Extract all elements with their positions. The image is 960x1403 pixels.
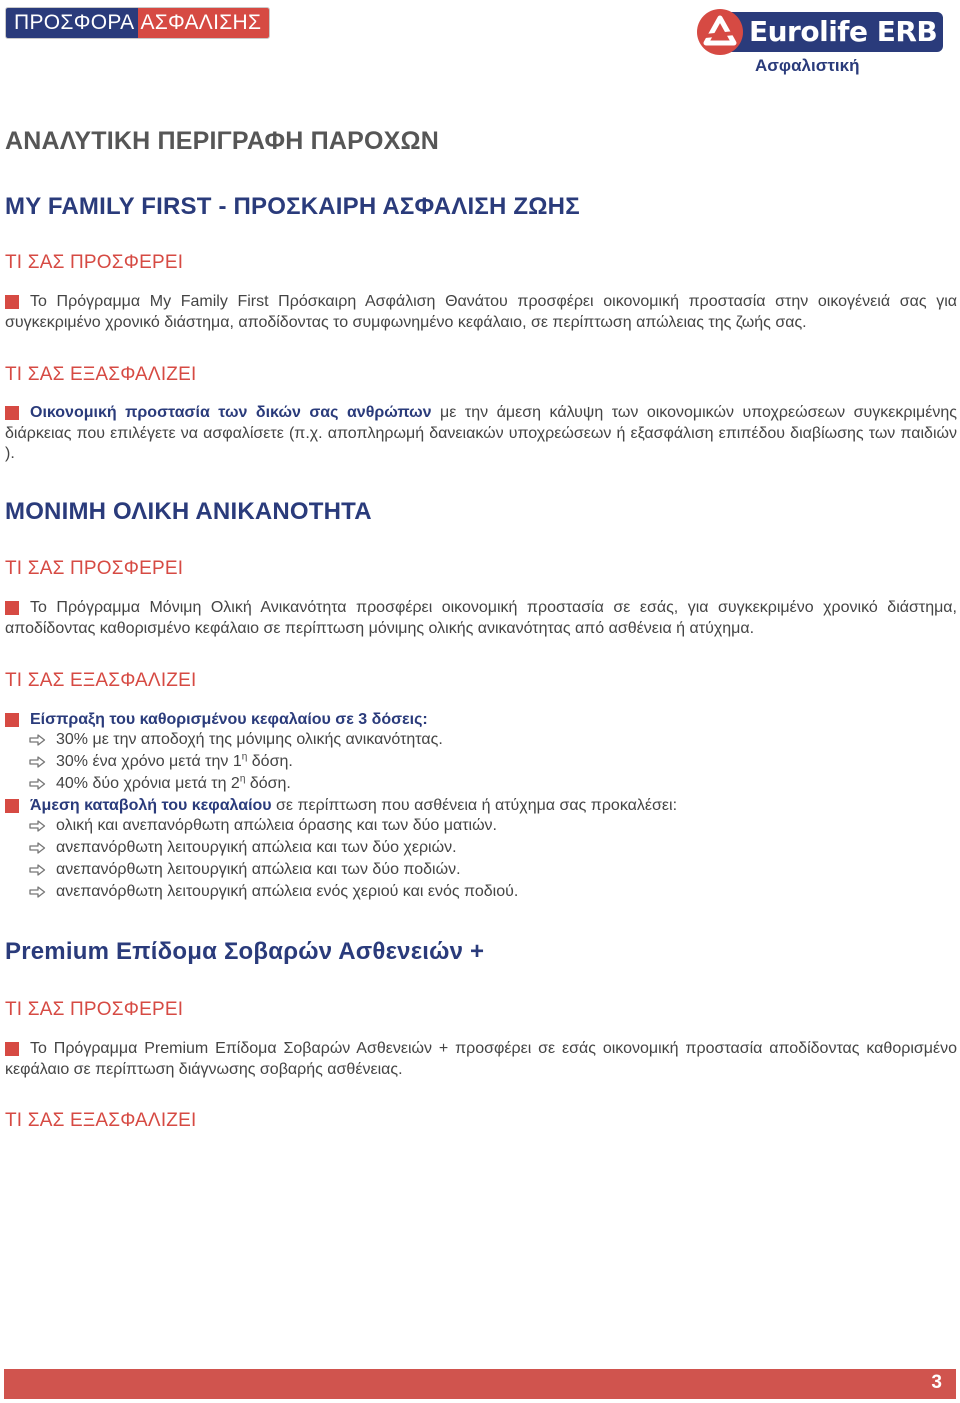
section-heading-my-family-first: MY FAMILY FIRST - ΠΡΟΣΚΑΙΡΗ ΑΣΦΑΛΙΣΗ ΖΩΗΣ <box>5 193 580 220</box>
list-item: 30% με την αποδοχή της μόνιμης ολικής ανικανότητας. <box>29 729 443 751</box>
outline-arrow-right-icon <box>29 820 46 832</box>
section3-ensures-label: ΤΙ ΣΑΣ ΕΞΑΣΦΑΛΙΖΕΙ <box>5 1110 197 1131</box>
logo-subtitle: Ασφαλιστική <box>755 56 860 75</box>
section-heading-premium-illness: Premium Επίδομα Σοβαρών Ασθενειών + <box>5 938 485 965</box>
section2-offers-paragraph <box>5 598 957 639</box>
red-square-bullet-icon <box>5 295 19 309</box>
offer-badge <box>5 7 270 39</box>
outline-arrow-right-icon <box>29 864 46 876</box>
red-square-bullet-icon <box>5 1042 19 1056</box>
section1-ensures-paragraph <box>5 403 957 465</box>
list-item: ανεπανόρθωτη λειτουργική απώλεια και των δύο χεριών. <box>29 837 518 859</box>
section1-offers-label: ΤΙ ΣΑΣ ΠΡΟΣΦΕΡΕΙ <box>5 252 184 273</box>
outline-arrow-right-icon <box>29 734 46 746</box>
red-square-bullet-icon <box>5 799 19 813</box>
section2-item1 <box>5 710 957 731</box>
section2-item2-sublist <box>29 815 518 903</box>
red-square-bullet-icon <box>5 601 19 615</box>
list-item: 40% δύο χρόνια μετά τη $2^\eta$ δόση. <box>29 773 443 795</box>
outline-arrow-right-icon <box>29 756 46 768</box>
section3-offers-text: Το Πρόγραμμα Premium Επίδομα Σοβαρών Ασθενειών + προσφέρει σε εσάς οικονομική προστασία αποδίδοντας καθορισμένο κεφάλαιο σε περίπτωση διάγνωσης σοβαρής ασθένειας. <box>5 1040 957 1078</box>
section1-offers-text: Το Πρόγραμμα My Family First Πρόσκαιρη Ασφάλιση Θανάτου προσφέρει οικονομική προστασία στην οικογένειά σας για συγκεκριμένο χρονικό διάστημα, αποδίδοντας το συμφωνημένο κεφάλαιο, σε περίπτωση απώλειας της ζωής σας. <box>5 293 957 331</box>
outline-arrow-right-icon <box>29 842 46 854</box>
list-item: ολική και ανεπανόρθωτη απώλεια όρασης και των δύο ματιών. <box>29 815 518 837</box>
section1-ensures-text: με την άμεση κάλυψη των οικονομικών υποχρεώσεων συγκεκριμένης διάρκειας που επιλέγετε να ασφαλίσετε (π.χ. αποπληρωμή δανειακών υποχρεώσεων ή εξασφάλιση επιπέδου διαβίωσης των παιδιών ). <box>5 404 957 462</box>
section2-item1-bold: Είσπραξη του καθορισμένου κεφαλαίου σε 3 δόσεις: <box>30 711 428 728</box>
red-square-bullet-icon <box>5 406 19 420</box>
offer-badge-part2: ΑΣΦΑΛΙΣΗΣ <box>138 8 269 38</box>
list-item: ανεπανόρθωτη λειτουργική απώλεια ενός χεριού και ενός ποδιού. <box>29 881 518 903</box>
list-item: ανεπανόρθωτη λειτουργική απώλεια και των δύο ποδιών. <box>29 859 518 881</box>
section2-item2 <box>5 796 957 817</box>
outline-arrow-right-icon <box>29 886 46 898</box>
list-item: 30% ένα χρόνο μετά την $1^\eta$ δόση. <box>29 751 443 773</box>
section2-offers-label: ΤΙ ΣΑΣ ΠΡΟΣΦΕΡΕΙ <box>5 558 184 579</box>
section3-offers-paragraph <box>5 1039 957 1080</box>
section2-offers-text: Το Πρόγραμμα Μόνιμη Ολική Ανικανότητα προσφέρει οικονομική προστασία σε εσάς, για συγκεκριμένο χρονικό διάστημα, αποδίδοντας καθορισμένο κεφάλαιο σε περίπτωση μόνιμης ολικής ανικανότητας από ασθένεια ή ατύχημα. <box>5 599 957 637</box>
footer-bar <box>4 1369 956 1399</box>
eurolife-logo <box>697 9 945 79</box>
page-number: 3 <box>931 1372 942 1393</box>
red-square-bullet-icon <box>5 713 19 727</box>
section1-ensures-bold: Οικονομική προστασία των δικών σας ανθρώπων <box>30 404 432 421</box>
section3-offers-label: ΤΙ ΣΑΣ ΠΡΟΣΦΕΡΕΙ <box>5 999 184 1020</box>
section2-ensures-label: ΤΙ ΣΑΣ ΕΞΑΣΦΑΛΙΖΕΙ <box>5 670 197 691</box>
section2-item2-text: σε περίπτωση που ασθένεια ή ατύχημα σας προκαλέσει: <box>271 797 678 814</box>
section1-offers-paragraph <box>5 292 957 333</box>
page-title: ΑΝΑΛΥΤΙΚΗ ΠΕΡΙΓΡΑΦΗ ΠΑΡΟΧΩΝ <box>5 127 440 155</box>
outline-arrow-right-icon <box>29 778 46 790</box>
eurolife-triangle-icon <box>697 9 743 55</box>
logo-name: Eurolife ERB <box>729 12 943 52</box>
section1-ensures-label: ΤΙ ΣΑΣ ΕΞΑΣΦΑΛΙΖΕΙ <box>5 364 197 385</box>
section2-item1-sublist <box>29 729 443 795</box>
offer-badge-part1: ΠΡΟΣΦΟΡΑ <box>6 8 138 38</box>
section2-item2-bold: Άμεση καταβολή του κεφαλαίου <box>30 797 272 814</box>
section-heading-permanent-disability: ΜΟΝΙΜΗ ΟΛΙΚΗ ΑΝΙΚΑΝΟΤΗΤΑ <box>5 498 372 525</box>
